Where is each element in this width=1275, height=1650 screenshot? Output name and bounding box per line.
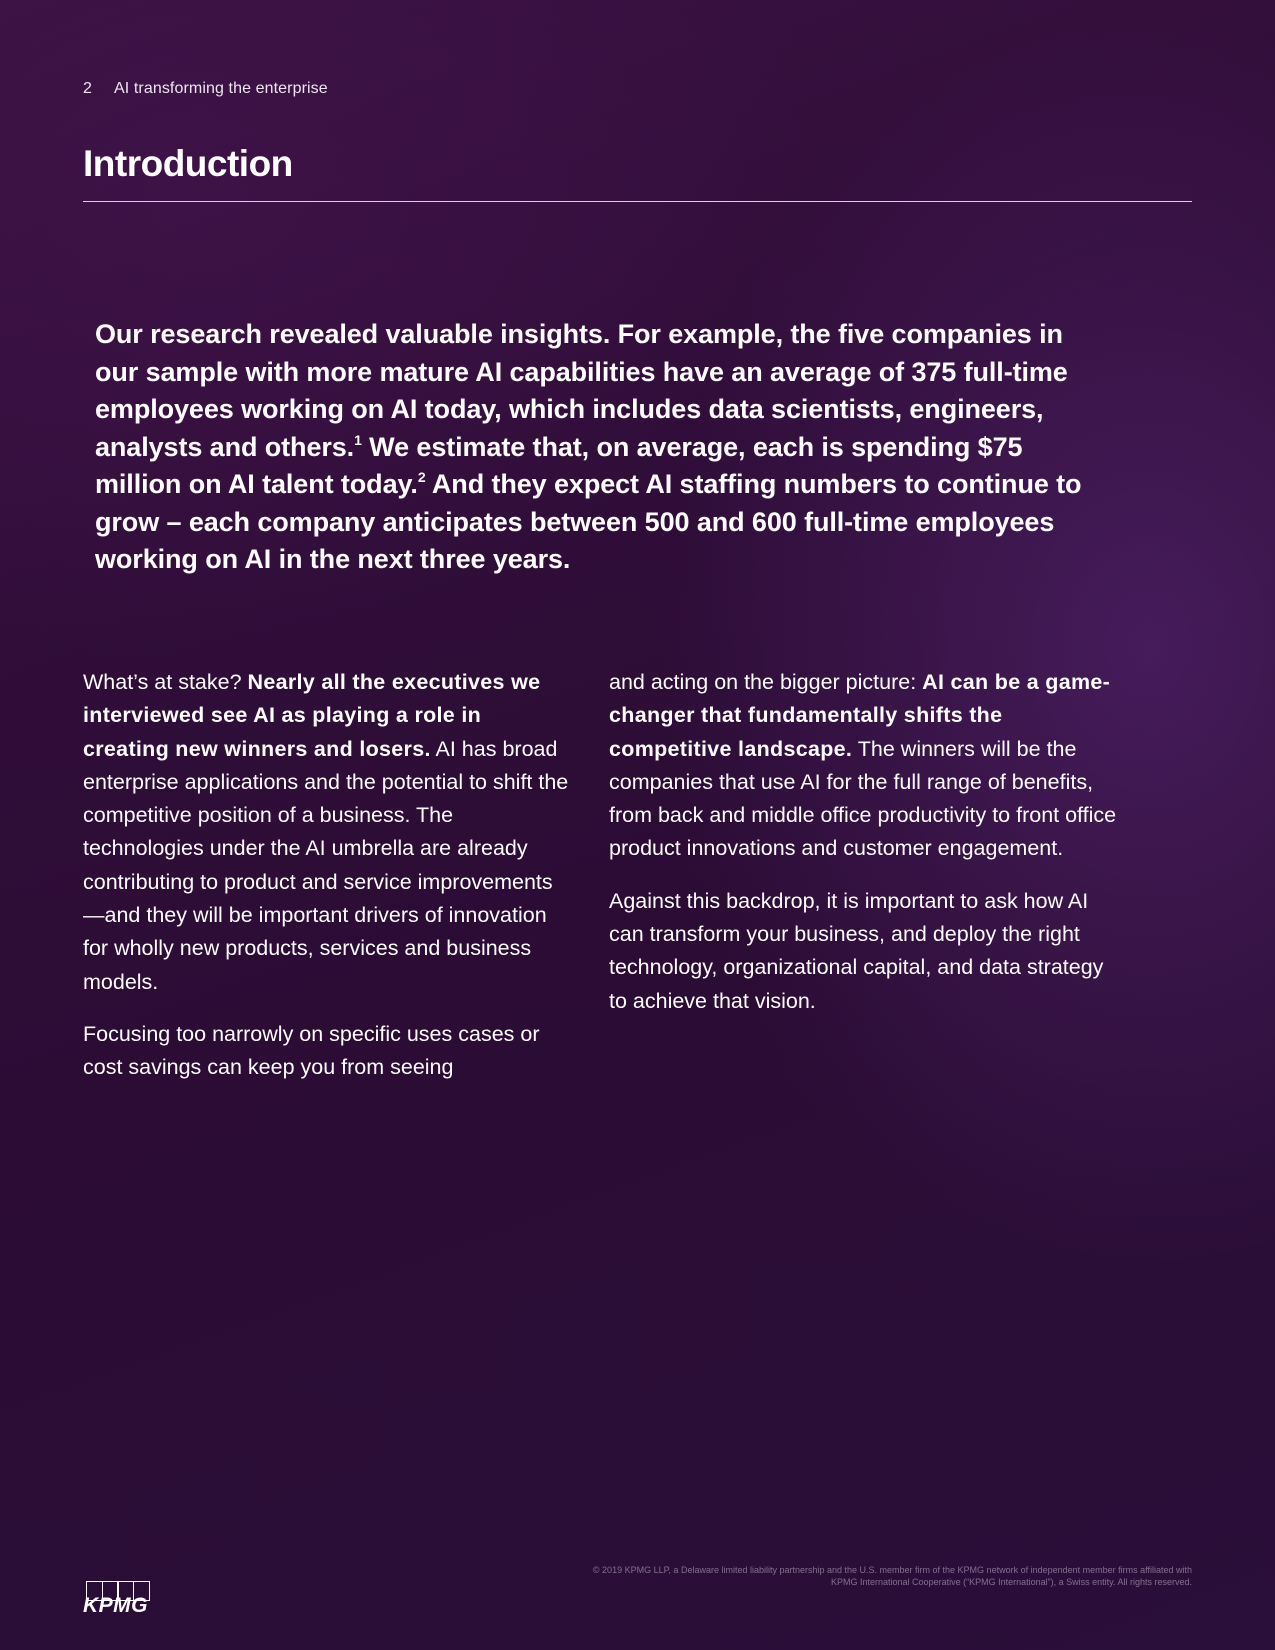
p1-intro: What’s at stake? — [83, 670, 248, 694]
running-header — [83, 80, 328, 98]
p2-emphasis: AI can be a game-changer that fundamentally shifts the competitive landscape. — [609, 670, 1111, 761]
body-paragraph-2-end — [609, 666, 1119, 866]
title-divider — [83, 201, 1192, 202]
p2-intro: and acting on the bigger picture: — [609, 670, 923, 694]
p1-rest: AI has broad enterprise applications and the potential to shift the competitive position of a business. The technologies under the AI umbrella are already contributing to product and service improvements—and they will be important drivers of innovation for wholly new products, services and business models. — [83, 736, 569, 994]
body-paragraph-2-start: Focusing too narrowly on specific uses cases or cost savings can keep you from seeing — [83, 1021, 540, 1080]
p1-emphasis: Nearly all the executives we interviewed see AI as playing a role in creating new winners and losers. — [83, 670, 541, 761]
kpmg-logo — [83, 1581, 163, 1615]
logo-wordmark: KPMG — [83, 1594, 148, 1617]
section-title: AI transforming the enterprise — [114, 80, 328, 97]
body-paragraph-1 — [83, 666, 573, 999]
page-number: 2 — [83, 80, 92, 97]
lead-paragraph — [95, 316, 1095, 579]
legal-line-1: © 2019 KPMG LLP, a Delaware limited liability partnership and the U.S. member firm of the KPMG network of independent member firms affiliated with — [592, 1565, 1192, 1575]
body-paragraph-3: Against this backdrop, it is important to ask how AI can transform your business, and deploy the right technology, organizational capital, and data strategy to achieve that vision. — [609, 888, 1104, 1013]
lead-text-2: We estimate that, on average, each is spending $75 million on AI talent today. — [95, 431, 1023, 499]
footnote-ref-2[interactable]: 2 — [417, 469, 426, 485]
body-column-right — [609, 666, 1119, 1037]
lead-text-1: Our research revealed valuable insights. For example, the five companies in our sample with more mature AI capabilities have an average of 375 full-time employees working on AI today, which includes data scientists, engineers, analysts and others. — [95, 319, 1068, 462]
lead-text-3: And they expect AI staffing numbers to continue to grow – each company anticipates between 500 and 600 full-time employees working on AI in the next three years. — [95, 469, 1082, 574]
legal-notice — [452, 1564, 1192, 1588]
page-title: Introduction — [83, 143, 293, 184]
p2-rest: The winners will be the companies that use AI for the full range of benefits, from back and middle office productivity to front office product innovations and customer engagement. — [609, 736, 1117, 861]
legal-line-2: KPMG International Cooperative (“KPMG International”), a Swiss entity. All rights reserved. — [831, 1577, 1192, 1587]
body-column-left — [83, 666, 573, 1104]
footnote-ref-1[interactable]: 1 — [354, 431, 362, 448]
